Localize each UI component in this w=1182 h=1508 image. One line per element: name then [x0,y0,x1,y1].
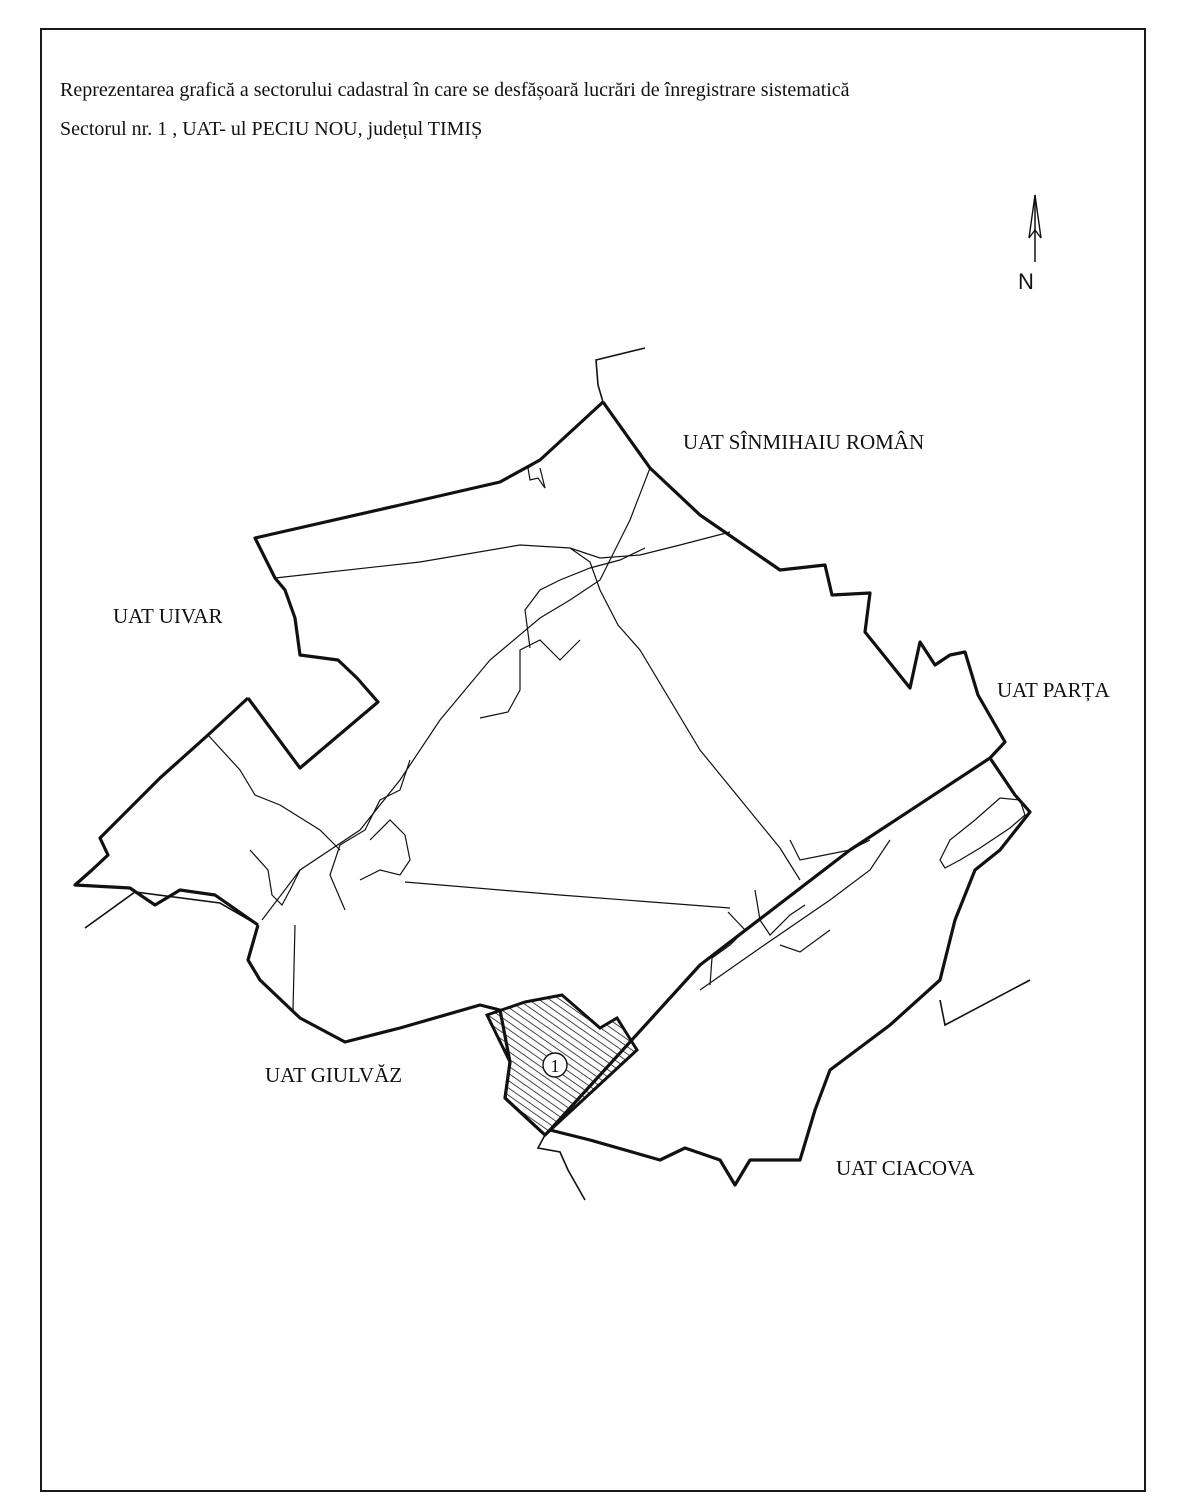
map-subtitle: Sectorul nr. 1 , UAT- ul PECIU NOU, județul TIMIȘ [60,118,483,140]
label-uat-parta: UAT PARȚA [997,678,1110,702]
internal-roads [208,460,1025,1010]
label-uat-giulvaz: UAT GIULVĂZ [265,1063,403,1087]
sector-1-number: 1 [550,1056,560,1076]
label-uat-sinmihaiu-roman: UAT SÎNMIHAIU ROMÂN [683,430,925,454]
label-uat-ciacova: UAT CIACOVA [836,1156,975,1180]
north-arrow-icon [1029,195,1041,262]
label-uat-uivar: UAT UIVAR [113,604,223,628]
north-label: N [1018,269,1034,294]
map-title: Reprezentarea grafică a sectorului cadastral în care se desfășoară lucrări de înregistrare sistematică [60,79,850,101]
